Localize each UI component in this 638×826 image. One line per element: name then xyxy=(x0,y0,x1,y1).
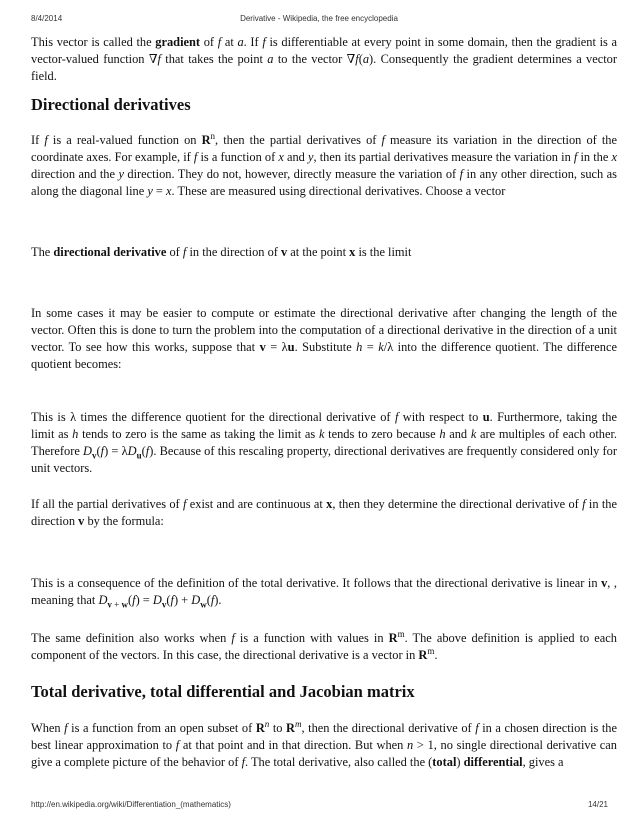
paragraph-vector-valued: The same definition also works when f is a function with values in $R^m$. The above definition is applied to each component of the vectors. In this case, the directional derivative is a vector in $R^m$. xyxy=(31,628,617,662)
paragraph-lambda-times: This is λ times the difference quotient for the directional derivative of f with respect to u. Furthermore, taking the limit as h tends to zero is the same as taking the limit as k tends to zero because h and k are multiples of each other. Therefore $D_v(f) = \lambda D_u(f)$. Because of this rescaling property, directional derivatives are frequently considered only for unit vectors. xyxy=(31,410,618,475)
print-date: 8/4/2014 xyxy=(31,14,63,23)
paragraph-directional-intro: If f is a real-valued function on $R^n$, then the partial derivatives of f measure its variation in the direction of the coordinate axes. For example, if f is a function of x and y, then its partial derivatives measure the variation in f in the x direction and the y direction. They do not, however, directly measure the variation of f in any other direction, such as along the diagonal line y = x. These are measured using directional derivatives. Choose a vector xyxy=(31,130,617,198)
paragraph-linearity: This is a consequence of the definition of the total derivative. It follows that the directional derivative is linear in v, , meaning that $D_{v + w}(f) = D_v(f) + D_w(f)$. xyxy=(31,576,617,610)
paragraph-directional-definition: The directional derivative of f in the direction of v at the point x is the limit xyxy=(31,245,412,259)
page-number: 14/21 xyxy=(587,800,608,809)
heading-directional-derivatives: Directional derivatives xyxy=(31,95,191,114)
heading-total-derivative: Total derivative, total differential and Jacobian matrix xyxy=(31,682,415,701)
paragraph-total-derivative: When f is a function from an open subset of $R^n$ to $R^m$, then the directional derivative of f in a chosen direction is the best linear approximation to f at that point and in that direction. But when n > 1, no single directional derivative can give a complete picture of the behavior of f. The total derivative, also called the (total) differential, gives a xyxy=(31,718,617,769)
page-title: Derivative - Wikipedia, the free encyclopedia xyxy=(240,14,398,23)
paragraph-rescaling: In some cases it may be easier to compute or estimate the directional derivative after changing the length of the vector. Often this is done to turn the problem into the computation of a directional derivative in the direction of a unit vector. To see how this works, suppose that v = λu. Substitute h = k/λ into the difference quotient. The difference quotient becomes: xyxy=(31,306,618,371)
source-url[interactable]: http://en.wikipedia.org/wiki/Differentiation_(mathematics) xyxy=(31,800,231,809)
page-header xyxy=(0,14,638,26)
paragraph-partial-derivatives: If all the partial derivatives of f exist and are continuous at x, then they determine the directional derivative of f in the direction v by the formula: xyxy=(31,497,617,528)
page-footer xyxy=(0,800,638,812)
paragraph-gradient: This vector is called the gradient of f at a. If f is differentiable at every point in some domain, then the gradient is a vector-valued function ∇f that takes the point a to the vector ∇f(a). Consequently the gradient determines a vector field. xyxy=(31,35,618,83)
